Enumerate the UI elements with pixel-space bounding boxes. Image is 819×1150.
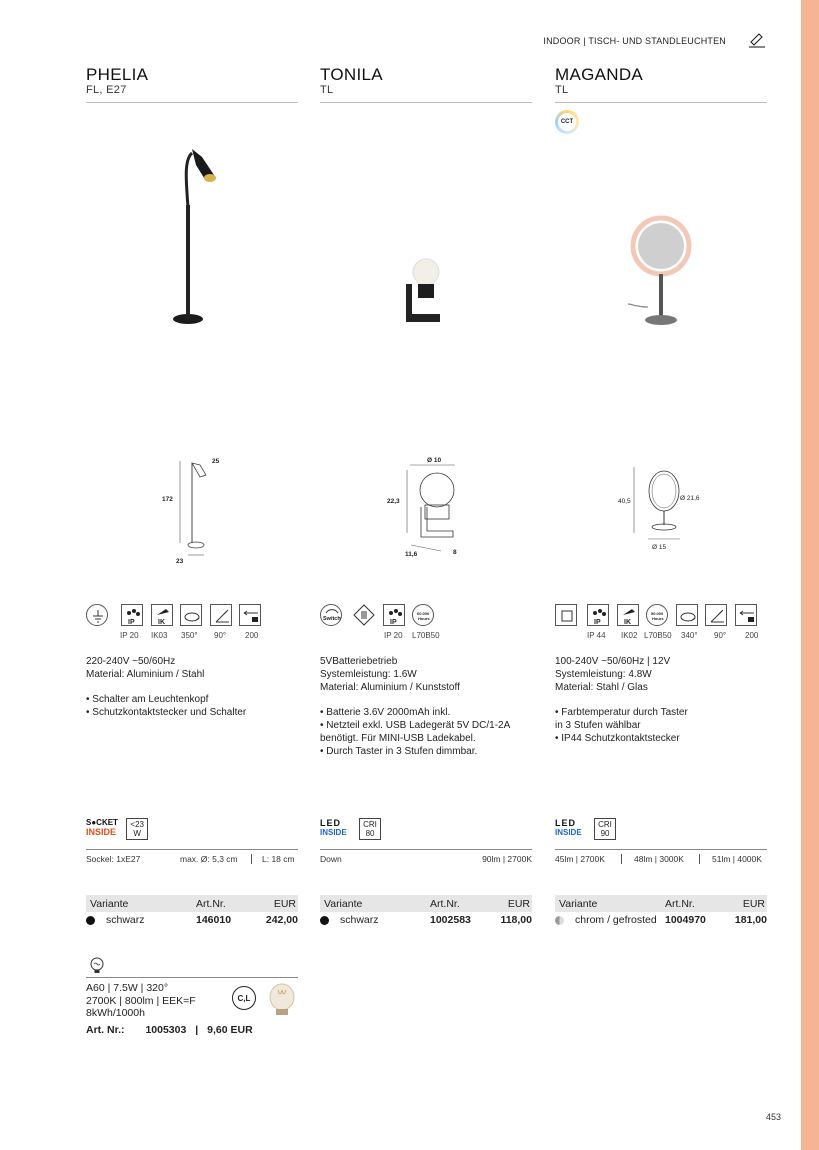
led-inside-badge: LED INSIDE CRI 90 xyxy=(555,818,616,840)
ik-rating-icon xyxy=(617,604,639,626)
phelia-icon-row xyxy=(86,604,264,628)
tilt-icon xyxy=(705,604,727,626)
lifetime-hours-icon xyxy=(412,604,434,626)
lifetime-hours-icon xyxy=(646,604,668,626)
svg-text:IP: IP xyxy=(389,619,397,626)
tilt-icon xyxy=(210,604,232,626)
product-subtitle: FL, E27 xyxy=(86,84,127,96)
accessory-specs: A60 | 7.5W | 320° 2700K | 800lm | EEK=F 8kWh/1000h xyxy=(86,982,196,1019)
svg-text:Hours: Hours xyxy=(652,616,664,621)
led-inside-badge: LED INSIDE CRI 80 xyxy=(320,818,381,840)
svg-text:Switch: Switch xyxy=(323,616,341,622)
accessory-rule xyxy=(86,977,298,978)
breadcrumb: INDOOR | TISCH- UND STANDLEUCHTEN xyxy=(543,36,726,46)
maganda-icon-labels: IP 44 IK02 L70B50 340° 90° 200 xyxy=(587,631,759,640)
svg-text:50.000: 50.000 xyxy=(651,611,664,616)
ip-rating-icon xyxy=(121,604,143,626)
bulb-icon xyxy=(88,956,106,974)
product-maganda xyxy=(555,66,767,96)
table-row[interactable]: schwarz 1002583 118,00 xyxy=(320,914,532,930)
cl-label-icon: C,L xyxy=(232,986,256,1010)
phelia-table-header: Variante Art.Nr. EUR xyxy=(86,895,298,912)
class-iii-icon xyxy=(353,604,375,626)
accessory-order-line: Art. Nr.: 1005303 | 9,60 EUR xyxy=(86,1024,253,1036)
phelia-dim-base: 23 xyxy=(176,558,184,565)
rotation-icon xyxy=(676,604,698,626)
product-subtitle: TL xyxy=(320,84,334,96)
maganda-icon-row xyxy=(555,604,760,628)
tonila-specs: 5VBatteriebetrieb Systemleistung: 1.6W Material: Aluminium / Kunststoff • Batterie 3.6V 2000mAh inkl. • Netzteil exkl. USB Ladegerät 5V DC/1-2A benötigt. Für MINI-USB Ladekabel. • Durch Taster in 3 Stufen dimmbar. xyxy=(320,656,511,757)
switch-icon xyxy=(320,604,342,626)
tonila-icon-row xyxy=(320,604,437,628)
title-rule xyxy=(320,102,532,103)
title-rule xyxy=(86,102,298,103)
table-row[interactable]: chrom / gefrosted 1004970 181,00 xyxy=(555,914,767,930)
ip-rating-icon xyxy=(383,604,405,626)
tonila-dimension-drawing xyxy=(385,455,475,565)
meta-rule xyxy=(320,849,532,850)
maganda-dim-base: Ø 15 xyxy=(652,544,667,551)
phelia-icon-labels: IP 20 IK03 350° 90° 200 xyxy=(120,631,259,640)
maganda-table-header: Variante Art.Nr. EUR xyxy=(555,895,767,912)
phelia-dimension-drawing xyxy=(158,455,228,565)
cable-length-icon xyxy=(735,604,757,626)
tonila-dim-depth: 8 xyxy=(453,549,457,556)
maganda-dimension-drawing xyxy=(618,463,718,553)
cable-length-icon xyxy=(239,604,261,626)
pen-icon xyxy=(748,30,766,48)
phelia-specs: 220-240V ~50/60Hz Material: Aluminium / Stahl • Schalter am Leuchtenkopf • Schutzkontaktstecker und Schalter xyxy=(86,656,247,718)
meta-rule xyxy=(555,849,767,850)
svg-text:IP: IP xyxy=(594,619,602,626)
ip-rating-icon xyxy=(587,604,609,626)
page-number: 453 xyxy=(766,1112,782,1122)
cct-icon: CCT xyxy=(555,110,579,134)
tonila-dim-height: 22,3 xyxy=(387,498,400,505)
product-name: PHELIA xyxy=(86,65,149,84)
svg-text:Hours: Hours xyxy=(418,616,430,621)
product-name: MAGANDA xyxy=(555,65,644,84)
svg-text:IK: IK xyxy=(157,619,165,626)
maganda-product-image xyxy=(628,208,696,333)
rotation-icon xyxy=(180,604,202,626)
maganda-dim-height: 40,5 xyxy=(618,498,631,505)
product-phelia xyxy=(86,66,298,96)
meta-rule xyxy=(86,849,298,850)
svg-text:60.000: 60.000 xyxy=(417,611,430,616)
maganda-dim-diameter: Ø 21,6 xyxy=(680,495,700,502)
svg-text:IK: IK xyxy=(623,619,631,626)
bulb-image xyxy=(262,982,298,1018)
tonila-product-image xyxy=(398,250,448,330)
product-subtitle: TL xyxy=(555,84,569,96)
class-ii-icon xyxy=(555,604,577,626)
accent-sidebar xyxy=(801,0,819,1150)
svg-text:IP: IP xyxy=(128,619,136,626)
phelia-product-image xyxy=(168,145,228,330)
tonila-table-header: Variante Art.Nr. EUR xyxy=(320,895,532,912)
phelia-dim-height: 172 xyxy=(162,496,173,503)
ground-icon xyxy=(86,604,108,626)
title-rule xyxy=(555,102,767,103)
maganda-specs: 100-240V ~50/60Hz | 12V Systemleistung: 4.8W Material: Stahl / Glas • Farbtemperatur durch Taster in 3 Stufen wählbar • IP44 Schutzkontaktstecker xyxy=(555,656,688,744)
product-name: TONILA xyxy=(320,65,383,84)
phelia-dim-head: 25 xyxy=(212,458,220,465)
ik-rating-icon xyxy=(151,604,173,626)
tonila-dim-diameter: Ø 10 xyxy=(427,457,442,464)
tonila-icon-labels: IP 20 L70B50 xyxy=(384,631,440,640)
socket-inside-badge: S●CKET INSIDE <23 W xyxy=(86,818,148,840)
product-tonila xyxy=(320,66,532,96)
tonila-dim-width: 11,6 xyxy=(405,551,418,558)
table-row[interactable]: schwarz 146010 242,00 xyxy=(86,914,298,930)
